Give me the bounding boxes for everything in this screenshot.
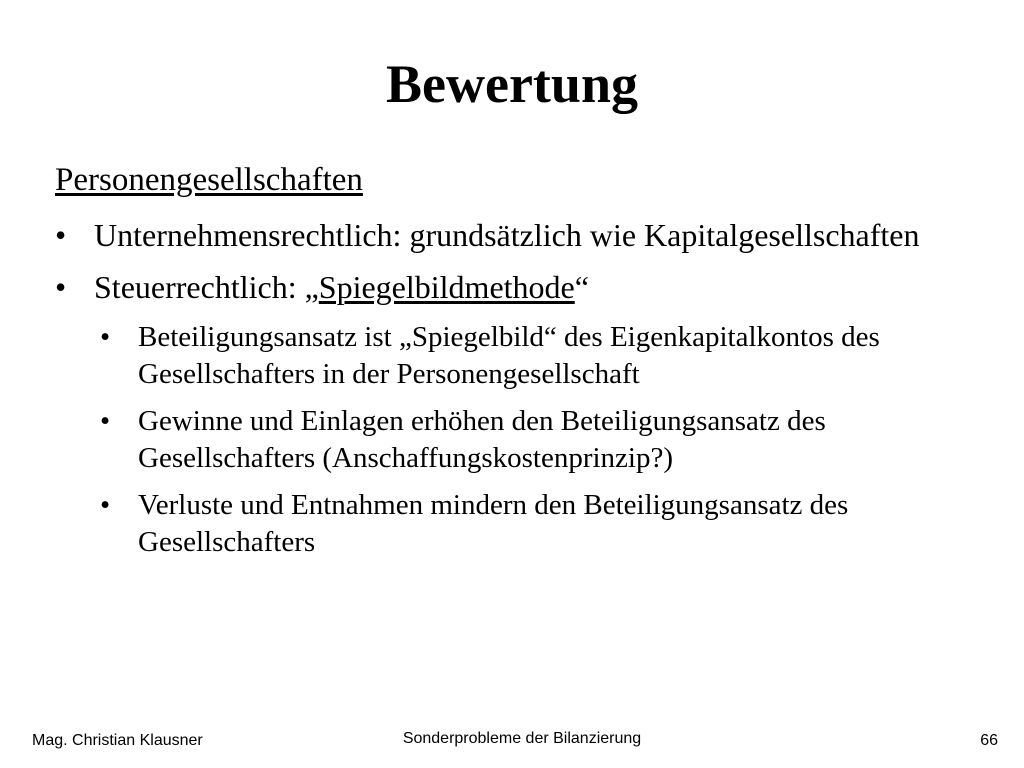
bullet-icon: • bbox=[55, 217, 67, 253]
bullet-list bbox=[55, 215, 975, 571]
sub-bullet-item bbox=[100, 319, 975, 393]
bullet-text: Unternehmensrechtlich: grundsätzlich wie Kapitalgesellschaften bbox=[94, 217, 920, 253]
sub-bullet-text: Beteiligungsansatz ist „Spiegelbild“ des Eigenkapitalkontos des Gesellschafters in der Personengesellschaft bbox=[138, 321, 880, 390]
section-heading: Personengesellschaften bbox=[55, 162, 363, 198]
footer-author: Mag. Christian Klausner bbox=[32, 732, 203, 749]
bullet-text-prefix: Steuerrechtlich: „ bbox=[94, 269, 319, 305]
footer-topic: Sonderprobleme der Bilanzierung bbox=[402, 730, 642, 747]
sub-bullet-text: Gewinne und Einlagen erhöhen den Beteiligungsansatz des Gesellschafters (Anschaffungskostenprinzip?) bbox=[138, 405, 826, 474]
bullet-icon: • bbox=[55, 269, 67, 305]
bullet-icon: • bbox=[100, 489, 111, 521]
bullet-item bbox=[55, 215, 975, 255]
bullet-text-suffix: “ bbox=[574, 269, 589, 305]
bullet-icon: • bbox=[100, 321, 111, 353]
bullet-text-emphasis: Spiegelbildmethode bbox=[318, 269, 575, 305]
sub-bullet-item bbox=[100, 403, 975, 477]
bullet-icon: • bbox=[100, 405, 111, 437]
footer-page-number: 66 bbox=[980, 732, 998, 749]
sub-bullet-text: Verluste und Entnahmen mindern den Beteiligungsansatz des Gesellschafters bbox=[138, 489, 849, 558]
sub-bullet-item bbox=[100, 487, 975, 561]
bullet-item bbox=[55, 267, 975, 307]
slide-title: Bewertung bbox=[386, 54, 638, 114]
